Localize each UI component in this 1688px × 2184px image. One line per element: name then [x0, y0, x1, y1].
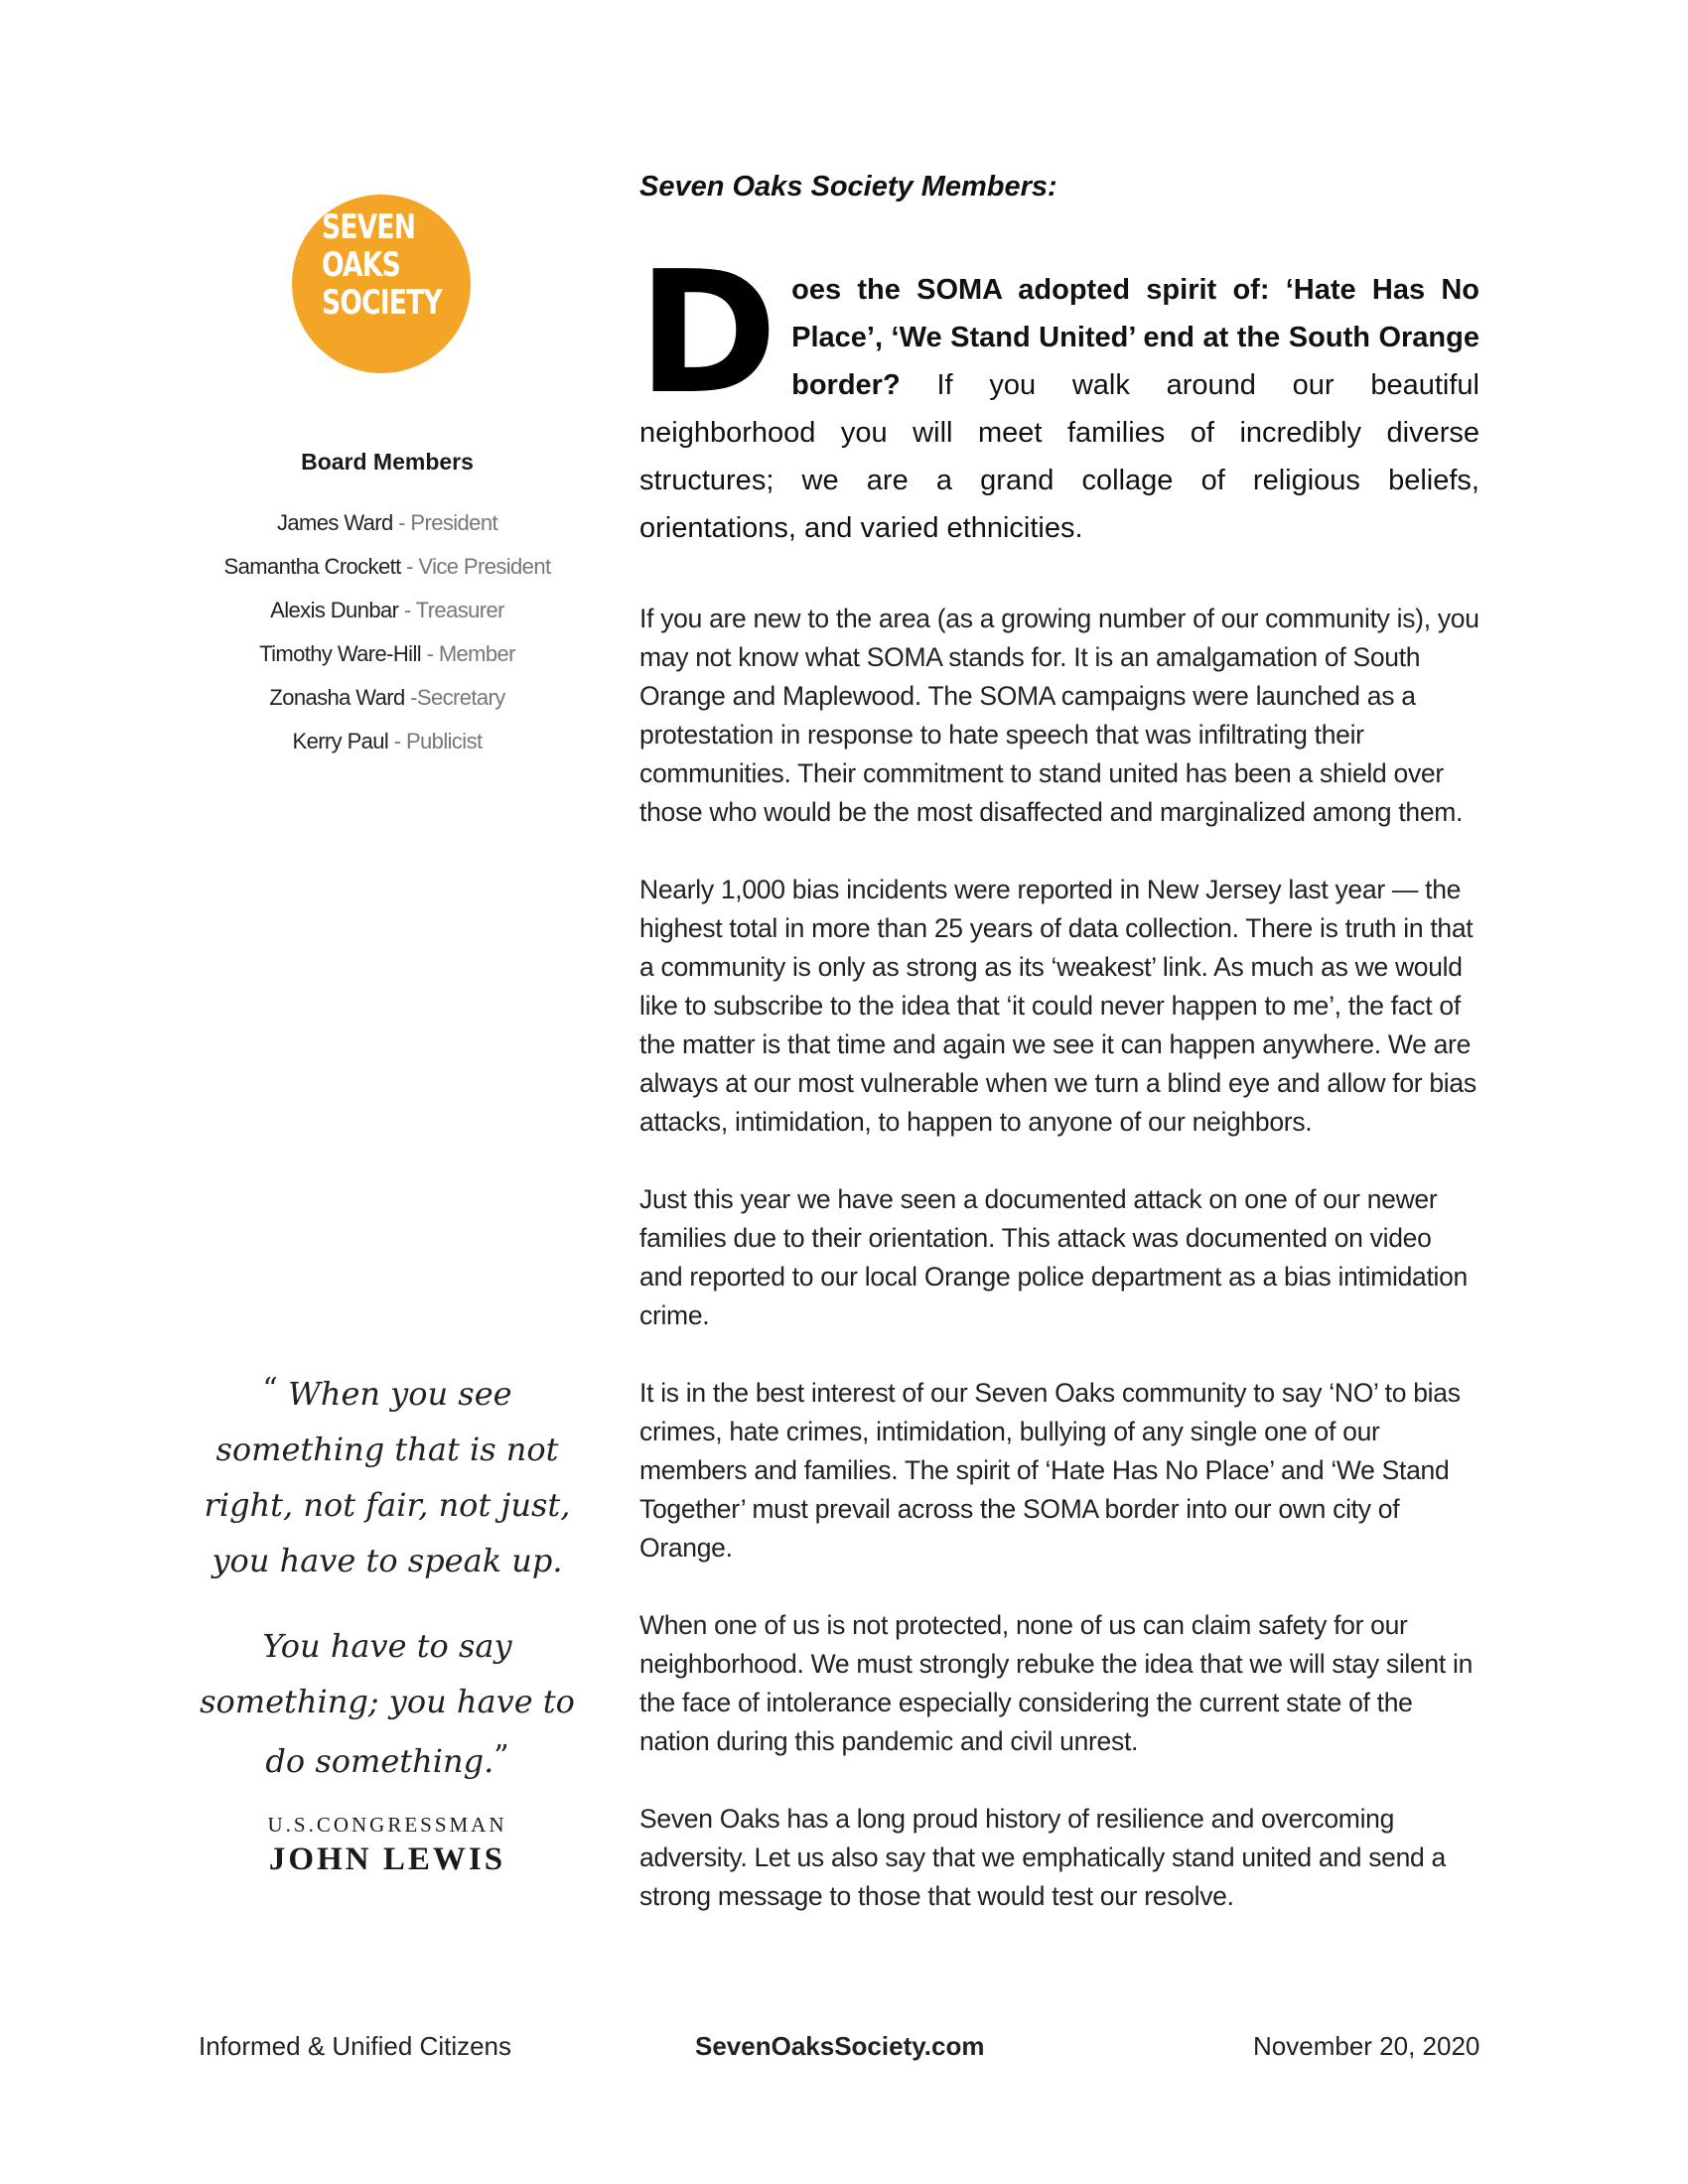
- pull-quote: [199, 1362, 576, 1789]
- salutation: Seven Oaks Society Members:: [639, 171, 1057, 203]
- quote-part-1: [199, 1362, 576, 1588]
- quote-text-1: When you see something that is not right, not fair, not just, you have to speak up.: [204, 1375, 571, 1579]
- member-role: -Secretary: [404, 685, 505, 710]
- drop-cap: D: [637, 235, 778, 432]
- letter-body: [639, 600, 1479, 1955]
- member-role: - Vice President: [400, 554, 551, 579]
- logo-line-3: SOCIETY: [322, 283, 442, 323]
- attribution-title: U.S.CONGRESSMAN: [267, 1813, 507, 1837]
- body-paragraph: If you are new to the area (as a growing number of our community is), you may not know what SOMA stands for. It is an amalgamation of South Orange and Maplewood. The SOMA campaigns were launched as a protestation in response to hate speech that was infiltrating their communities. Their commitment to stand united has been a shield over those who would be the most disaffected and marginalized among them.: [639, 604, 1479, 827]
- board-members-section: [179, 449, 596, 763]
- body-paragraph: When one of us is not protected, none of us can claim safety for our neighborhood. We must strongly rebuke the idea that we will stay silent in the face of intolerance especially considering the current state of the nation during this pandemic and civil unrest.: [639, 1610, 1474, 1756]
- body-paragraph: Nearly 1,000 bias incidents were reported in New Jersey last year — the highest total in more than 25 years of data collection. There is truth in that a community is only as strong as its ‘weakest’ link. As much as we would like to subscribe to the idea that ‘it could never happen to me’, the fact of the matter is that time and again we see it can happen anywhere. We are always at our most vulnerable when we turn a blind eye and allow for bias attacks, intimidation, to happen to anyone of our neighbors.: [639, 875, 1477, 1137]
- quote-attribution: [199, 1813, 576, 1878]
- footer-date: November 20, 2020: [1253, 2031, 1480, 2061]
- board-member: [179, 676, 596, 720]
- board-member: [179, 720, 596, 763]
- board-member: [179, 545, 596, 589]
- board-member: [179, 501, 596, 545]
- logo-line-2: OAKS: [322, 245, 400, 285]
- member-role: - Member: [421, 641, 515, 666]
- logo-line-1: SEVEN: [322, 207, 416, 247]
- member-name: Zonasha Ward: [269, 685, 405, 710]
- intro-paragraph: [637, 235, 1479, 552]
- member-name: Samantha Crockett: [223, 554, 401, 579]
- member-role: - President: [392, 510, 497, 535]
- member-role: - Treasurer: [398, 598, 504, 622]
- member-name: Kerry Paul: [292, 729, 389, 753]
- logo-text: [322, 207, 442, 323]
- board-member: [179, 589, 596, 632]
- footer-website-link[interactable]: SevenOaksSociety.com: [695, 2031, 985, 2061]
- board-members-title: Board Members: [301, 449, 474, 475]
- open-quote-mark: “: [262, 1372, 278, 1407]
- attribution-name: JOHN LEWIS: [268, 1842, 506, 1877]
- close-quote-mark: ”: [493, 1739, 509, 1774]
- intro-bold-text: oes the SOMA adopted spirit of: ‘Hate Has No Place’, ‘We Stand United’ end at the South Orange border?: [791, 274, 1479, 401]
- board-member: [179, 632, 596, 676]
- body-paragraph: Seven Oaks has a long proud history of resilience and overcoming adversity. Let us also say that we emphatically stand united and send a strong message to those that would test our resolve.: [639, 1804, 1446, 1911]
- intro-rest-text: If you walk around our beautiful neighborhood you will meet families of incredibly diverse structures; we are a grand collage of religious beliefs, orientations, and varied ethnicities.: [639, 369, 1479, 544]
- member-role: - Publicist: [388, 729, 483, 753]
- body-paragraph: It is in the best interest of our Seven Oaks community to say ‘NO’ to bias crimes, hate crimes, intimidation, bullying of any single one of our members and families. The spirit of ‘Hate Has No Place’ and ‘We Stand Together’ must prevail across the SOMA border into our own city of Orange.: [639, 1378, 1461, 1563]
- quote-part-2: [199, 1618, 576, 1789]
- seven-oaks-logo: [292, 195, 471, 373]
- quote-text-2: You have to say something; you have to do something.: [200, 1627, 575, 1780]
- member-name: Timothy Ware-Hill: [259, 641, 422, 666]
- member-name: Alexis Dunbar: [270, 598, 399, 622]
- body-paragraph: Just this year we have seen a documented attack on one of our newer families due to their orientation. This attack was documented on video and reported to our local Orange police department as a bias intimidation crime.: [639, 1184, 1468, 1330]
- member-name: James Ward: [277, 510, 393, 535]
- footer-tagline: Informed & Unified Citizens: [199, 2031, 512, 2061]
